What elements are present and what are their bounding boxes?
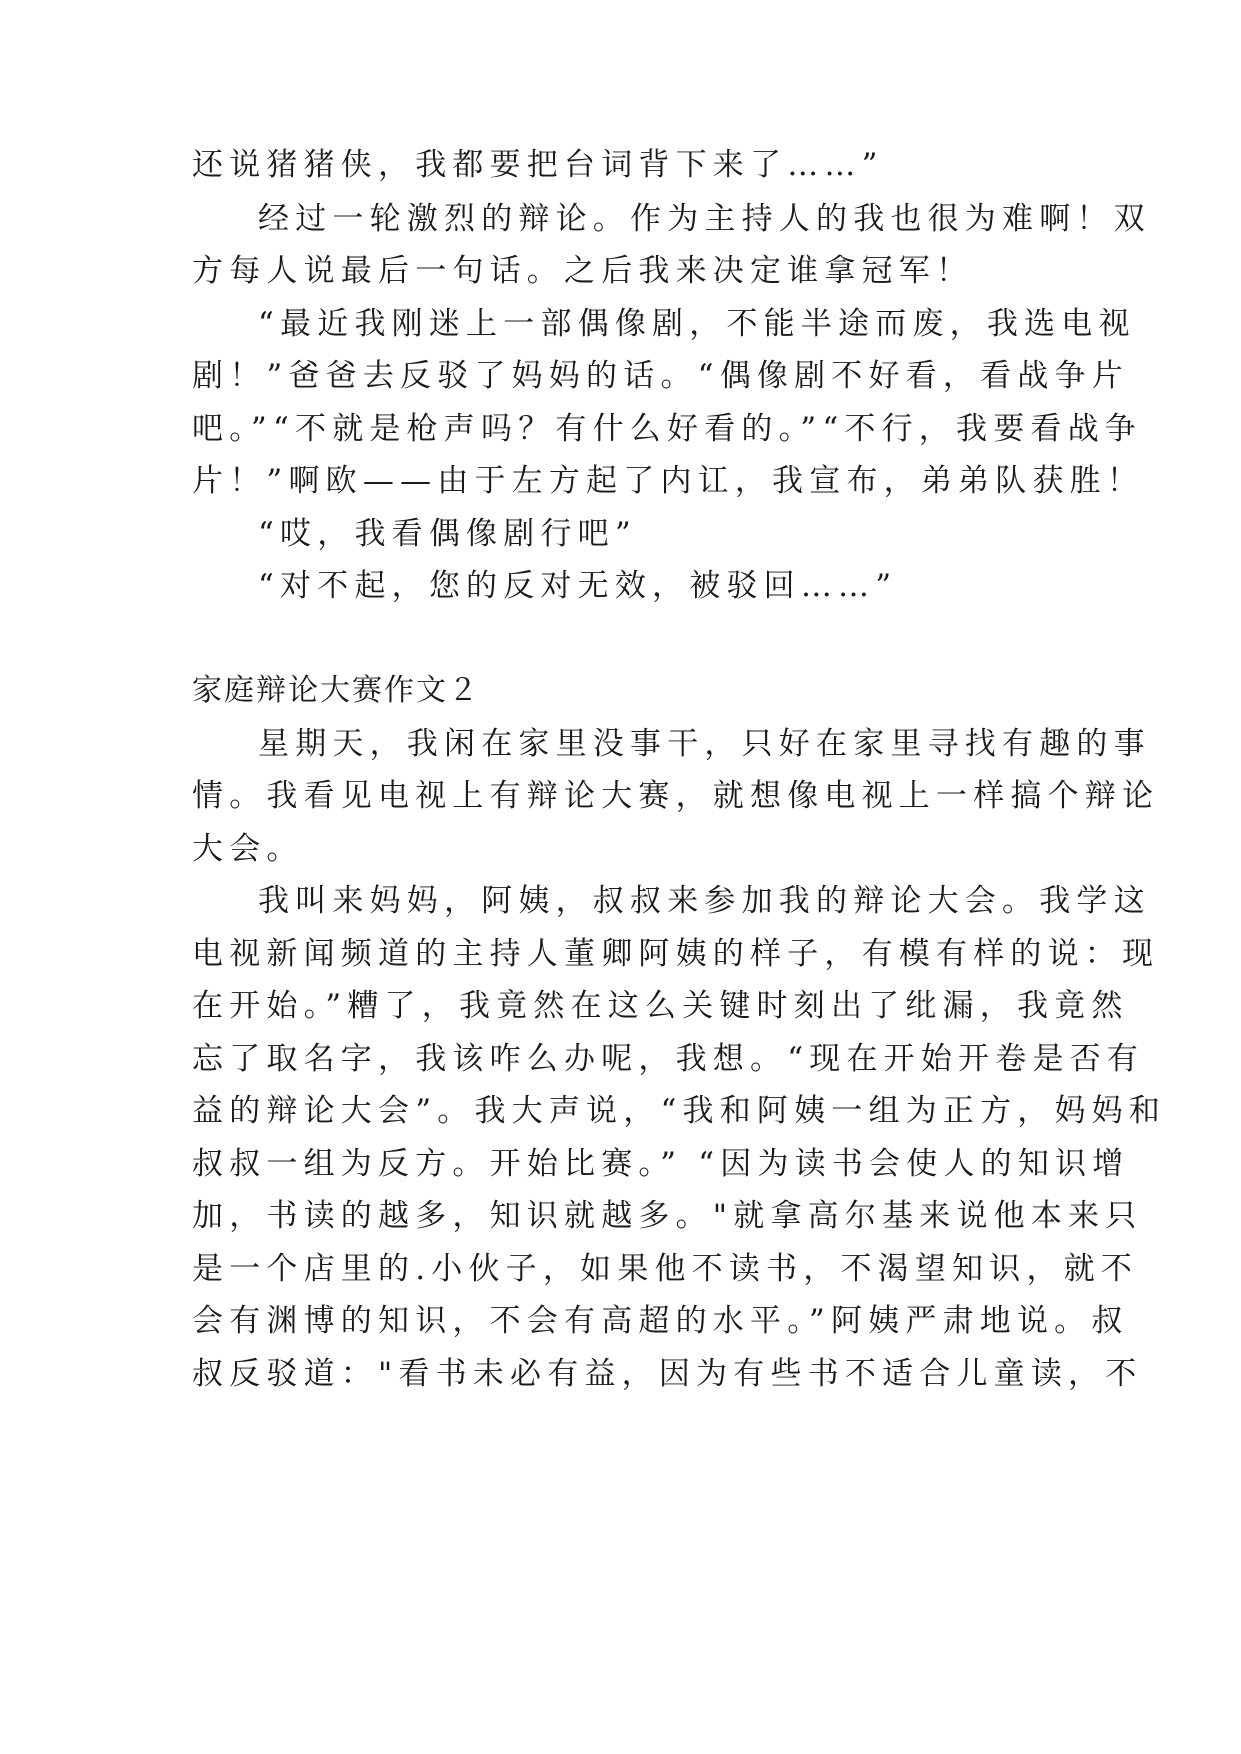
paragraph-line: “对不起，您的反对无效，被驳回……” xyxy=(258,568,898,604)
paragraph-line: “哎，我看偶像剧行吧” xyxy=(258,516,637,552)
section-title: 家庭辩论大赛作文２ xyxy=(192,673,480,708)
paragraph-line: 情。我看见电视上有辩论大赛，就想像电视上一样搞个辩论 xyxy=(192,778,1160,814)
paragraph-line: 叔反驳道："看书未必有益，因为有些书不适合儿童读，不 xyxy=(192,1356,1143,1392)
paragraph-line: 叔叔一组为反方。开始比赛。” “因为读书会使人的知识增 xyxy=(192,1146,1130,1182)
paragraph-line: 我叫来妈妈，阿姨，叔叔来参加我的辩论大会。我学这 xyxy=(258,883,1151,919)
paragraph-line: 方每人说最后一句话。之后我来决定谁拿冠军！ xyxy=(192,253,974,289)
paragraph-line: 经过一轮激烈的辩论。作为主持人的我也很为难啊！双 xyxy=(258,201,1151,237)
paragraph-line: 是一个店里的.小伙子，如果他不读书，不渴望知识，就不 xyxy=(192,1251,1139,1287)
paragraph-line: 大会。 xyxy=(192,831,304,867)
paragraph-line: 加，书读的越多，知识就越多。"就拿高尔基来说他本来只 xyxy=(192,1198,1143,1234)
paragraph-line: 忘了取名字，我该咋么办呢，我想。“现在开始开卷是否有 xyxy=(192,1041,1145,1077)
paragraph-line: “最近我刚迷上一部偶像剧，不能半途而废，我选电视 xyxy=(258,306,1136,342)
paragraph-line: 星期天，我闲在家里没事干，只好在家里寻找有趣的事 xyxy=(258,726,1151,762)
paragraph-line: 吧。”“不就是枪声吗？有什么好看的。”“不行，我要看战争 xyxy=(192,411,1142,447)
paragraph-line: 益的辩论大会”。我大声说，“我和阿姨一组为正方，妈妈和 xyxy=(192,1093,1167,1129)
paragraph-line: 在开始。”糟了，我竟然在这么关键时刻出了纰漏，我竟然 xyxy=(192,988,1129,1024)
paragraph-line: 片！”啊欧——由于左方起了内讧，我宣布，弟弟队获胜！ xyxy=(192,463,1145,499)
paragraph-line: 会有渊博的知识，不会有高超的水平。”阿姨严肃地说。叔 xyxy=(192,1303,1129,1339)
paragraph-line: 剧！”爸爸去反驳了妈妈的话。“偶像剧不好看，看战争片 xyxy=(192,358,1129,394)
paragraph-line: 电视新闻频道的主持人董卿阿姨的样子，有模有样的说：现 xyxy=(192,936,1160,972)
paragraph-line: 还说猪猪侠，我都要把台词背下来了……” xyxy=(192,147,884,183)
